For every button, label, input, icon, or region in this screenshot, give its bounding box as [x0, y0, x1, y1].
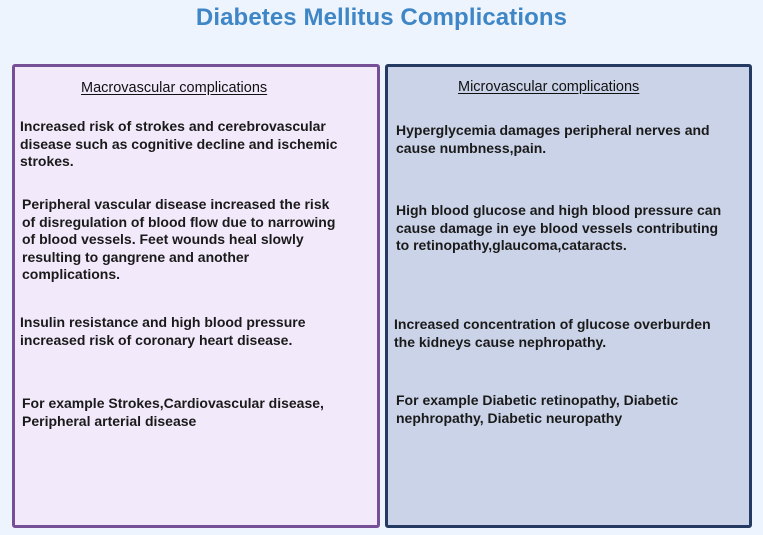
- microvascular-item-examples: For example Diabetic retinopathy, Diabetic nephropathy, Diabetic neuropathy: [396, 392, 679, 426]
- macrovascular-item-peripheral-vascular: Peripheral vascular disease increased the risk of disregulation of blood flow due to narrowing of blood vessels. Feet wounds heal slowly resulting to gangrene and another complications.: [22, 196, 336, 282]
- microvascular-heading: Microvascular complications: [458, 79, 640, 95]
- microvascular-item-retinopathy: High blood glucose and high blood pressure can cause damage in eye blood vessels contributing to retinopathy,glaucoma,cataracts.: [396, 202, 722, 253]
- macrovascular-heading: Macrovascular complications: [81, 80, 268, 96]
- macrovascular-item-strokes: Increased risk of strokes and cerebrovascular disease such as cognitive decline and ischemic strokes.: [20, 118, 338, 169]
- microvascular-item-nephropathy: Increased concentration of glucose overburden the kidneys cause nephropathy.: [394, 316, 711, 350]
- macrovascular-item-examples: For example Strokes,Cardiovascular disease, Peripheral arterial disease: [22, 395, 324, 429]
- macrovascular-item-coronary: Insulin resistance and high blood pressure increased risk of coronary heart disease.: [20, 314, 306, 348]
- diagram-title: Diabetes Mellitus Complications: [195, 4, 568, 31]
- microvascular-item-neuropathy: Hyperglycemia damages peripheral nerves and cause numbness,pain.: [396, 122, 710, 156]
